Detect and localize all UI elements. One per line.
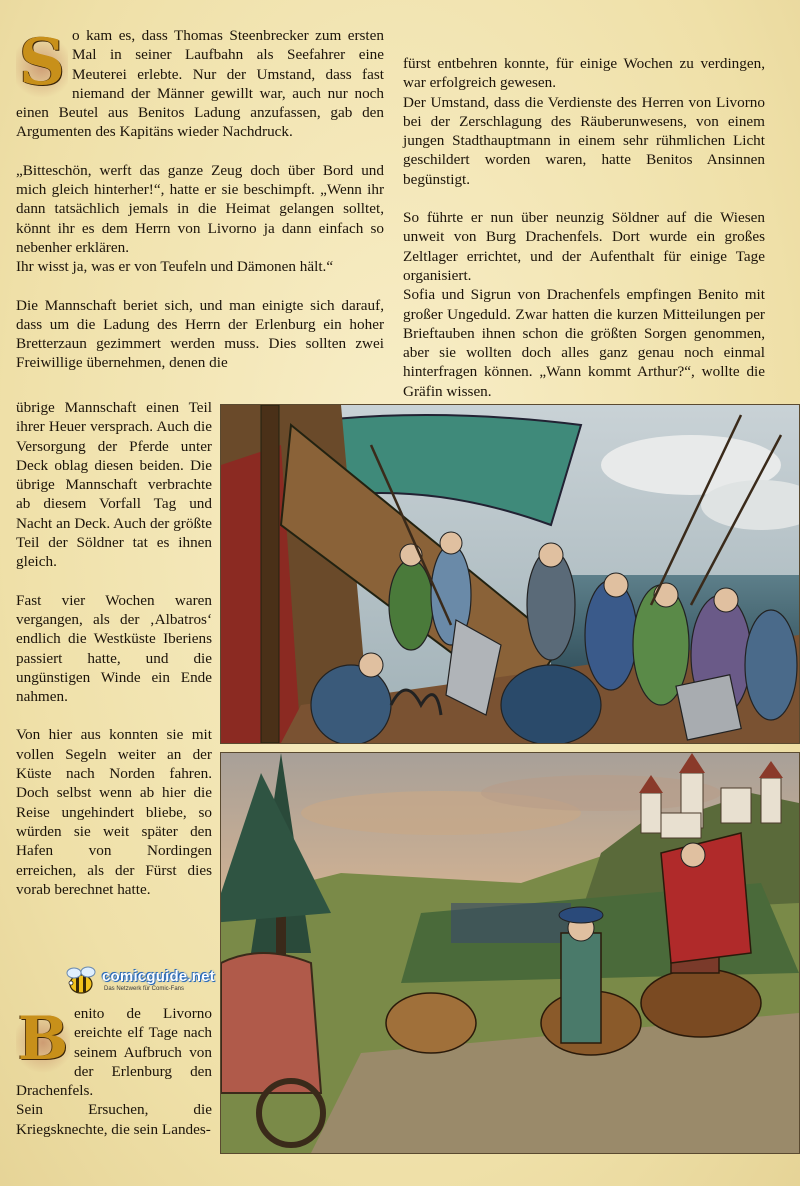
paragraph: fürst entbehren konnte, für einige Wochen zu verdingen, war erfolgreich gewesen. bbox=[403, 55, 765, 92]
bee-icon bbox=[62, 964, 100, 998]
comic-panel-castle-landscape bbox=[220, 752, 800, 1154]
text-column-left-narrow bbox=[16, 398, 212, 899]
paragraph: o kam es, dass Thomas Steenbrecker zum ersten Mal in seiner Laufbahn als Seefahrer eine Meuterei erlebte. Nur der Umstand, dass fast niemand der Männer gewillt war, auch nur noch einen Beutel aus Benitos Ladung anzufassen, gab den Argumenten des Kapitäns wieder Nachdruck. bbox=[16, 27, 384, 141]
text-column-right-top bbox=[403, 54, 765, 401]
paragraph: Sofia und Sigrun von Drachenfels empfingen Benito mit großer Ungeduld. Zwar hatten die kurzen Mitteilungen per Brieftauben ihnen schon die größten Sorgen genommen, aber sie wollten doch alles ganz genau noch einmal hinterfragen können. „Wann kommt Arthur?“, wollte die Gräfin wissen. bbox=[403, 286, 765, 400]
drop-cap-s: S bbox=[16, 26, 68, 100]
logo-tagline: Das Netzwerk für Comic-Fans bbox=[104, 986, 185, 992]
landscape-illustration bbox=[221, 753, 799, 1153]
paragraph: enito de Livorno ereichte elf Tage nach seinem Aufbruch von der Erlenburg den Drachenfels. bbox=[16, 1005, 212, 1100]
comic-panel-ship-deck bbox=[220, 404, 800, 744]
paragraph: Sein Ersuchen, die Kriegsknechte, die sein Landes- bbox=[16, 1101, 212, 1138]
paragraph: So führte er nun über neunzig Söldner auf die Wiesen unweit von Burg Drachenfels. Dort wurde ein großes Zeltlager errichtet, und der Aufenthalt für einige Tage organisiert. bbox=[403, 209, 765, 284]
ship-deck-illustration bbox=[221, 405, 799, 743]
logo-name: comicguide.net bbox=[102, 968, 215, 985]
text-column-left-top bbox=[16, 26, 384, 373]
paragraph: „Bitteschön, werft das ganze Zeug doch über Bord und mich gleich hinterher!“, hatte er sie beschimpft. „Wenn ihr dann tatsächlich jemals in die Heimat gelangen solltet, könnt ihr es dem Herrn von Livorno ja dann einfach so nebenher erklären. bbox=[16, 161, 384, 256]
paragraph: Von hier aus konnten sie mit vollen Segeln weiter an der Küste nach Norden fahren. Doch selbst wenn ab hier die Reise ungehindert bliebe, so würden sie weit später den Hafen von Nordingen erreichen, als der Fürst dies vorab berechnet hatte. bbox=[16, 726, 212, 898]
text-column-left-bottom bbox=[16, 1004, 212, 1139]
comicguide-logo bbox=[62, 964, 215, 998]
drop-cap-b: B bbox=[17, 1004, 69, 1074]
paragraph: Fast vier Wochen waren vergangen, als der ‚Albatros‘ endlich die Westküste Iberiens passiert hatte, und die ungünstigen Winde ein Ende nahmen. bbox=[16, 591, 212, 706]
paragraph: Der Umstand, dass die Verdienste des Herren von Livorno bei der Zerschlagung des Räuberunwesens, von einem jungen Stadthauptmann in einem sehr rühmlichen Licht geschildert worden waren, hatte Benitos Ansinnen begünstigt. bbox=[403, 93, 765, 188]
paragraph: Die Mannschaft beriet sich, und man einigte sich darauf, dass um die Ladung des Herrn der Erlenburg ein hoher Bretterzaun gezimmert werden muss. Dies sollten zwei Freiwillige übernehmen, denen die bbox=[16, 296, 384, 372]
paragraph: übrige Mannschaft einen Teil ihrer Heuer versprach. Auch die Versorgung der Pferde unter Deck oblag diesen beiden. Die übrige Mannschaft verbrachte ab diesem Vorfall Tag und Nacht an Deck. Auch der größte Teil der Söldner tat es ihnen gleich. bbox=[16, 399, 212, 571]
paragraph: Ihr wisst ja, was er von Teufeln und Dämonen hält.“ bbox=[16, 258, 334, 276]
